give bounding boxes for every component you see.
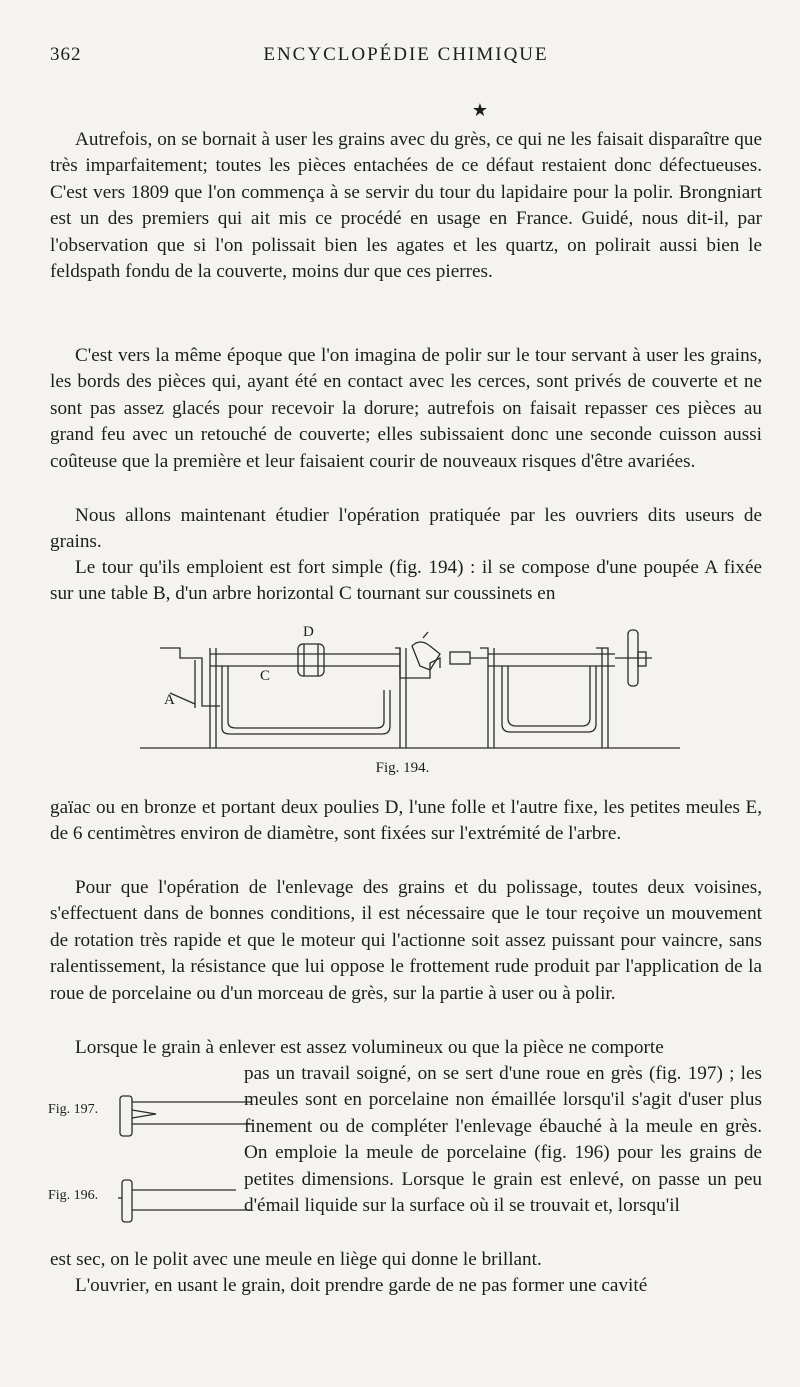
label-A: A [164, 692, 175, 708]
paragraph-6: Pour que l'opération de l'enlevage des grains et du polissage, toutes deux voisines, s'effectuent dans de bonnes conditions, il est nécessaire que le tour reçoive un mouvement de rotation très rapide et que le moteur qui l'actionne soit assez puissant pour vaincre, sans ralentissement, la résistance que lui oppose le frottement rude produit par l'application de la roue de porcelaine ou d'un morceau de grès, sur la partie à user ou à polir. [50, 877, 762, 1004]
figure-194-caption: Fig. 194. [375, 760, 430, 776]
lathe-figure-194 [140, 618, 680, 778]
figure-197-caption: Fig. 197. [48, 1102, 99, 1117]
label-C: C [260, 668, 271, 684]
figure-196 [48, 1170, 238, 1230]
paragraph-7-last-line: est sec, on le polit avec une meule en liège qui donne le brillant. [50, 1249, 542, 1270]
grindstone-wheel-drawing [116, 1090, 256, 1140]
running-title: ENCYCLOPÉDIE CHIMIQUE [263, 44, 549, 65]
paragraph-1: Autrefois, on se bornait à user les grains avec du grès, ce qui ne les faisait disparaître que très imparfaitement; toutes les pièces entachées de ce défaut restaient donc défectueuses. C'est vers 1809 que l'on commença à se servir du tour du lapidaire pour la polir. Brongniart est un des premiers qui ait mis ce procédé en usage en France. Guidé, nous dit-il, par l'observation que si l'on polissait bien les agates et les quartz, on polirait aussi bien le feldspath fondu de la couverte, moins dur que ces pierres. [50, 129, 762, 283]
figure-197 [48, 1090, 238, 1150]
paragraph-7-first-line: Lorsque le grain à enlever est assez volumineux ou que la pièce ne comporte [75, 1037, 664, 1058]
star-ornament: ★ [471, 100, 489, 120]
page-number: 362 [50, 44, 82, 65]
page-header [50, 44, 762, 70]
paragraph-4: Le tour qu'ils emploient est fort simple (fig. 194) : il se compose d'une poupée A fixée sur une table B, d'un arbre horizontal C tournant sur coussinets en [50, 557, 762, 605]
label-D: D [303, 624, 314, 640]
paragraph-5: gaïac ou en bronze et portant deux poulies D, l'une folle et l'autre fixe, les petites meules E, de 6 centimètres environ de diamètre, sont fixées sur l'extrémité de l'arbre. [50, 797, 762, 845]
figure-196-caption: Fig. 196. [48, 1188, 99, 1203]
paragraph-3: Nous allons maintenant étudier l'opération pratiquée par les ouvriers dits useurs de grains. [50, 505, 762, 553]
paragraph-7-wrapped: pas un travail soigné, on se sert d'une roue en grès (fig. 197) ; les meules sont en porcelaine non émaillée lorsqu'il s'agit d'user plus finement ou de compléter l'enlevage ébauché à la meule en grès. On emploie la meule de porcelaine (fig. 196) pour les grains de petites dimensions. Lorsque le grain est enlevé, on passe un peu d'émail liquide sur la surface où il se trouvait et, lorsqu'il [244, 1063, 762, 1217]
porcelain-wheel-drawing [116, 1170, 256, 1226]
paragraph-2: C'est vers la même époque que l'on imagina de polir sur le tour servant à user les grains, les bords des pièces qui, ayant été en contact avec les cerces, sont privés de couverte et ne sont pas assez glacés pour recevoir la dorure; autrefois on faisait repasser ces pièces au grand feu avec un retouché de couverte; elles subissaient donc une seconde cuisson aussi coûteuse que la première et leur faisaient courir de nouveaux risques d'être avariées. [50, 345, 762, 472]
paragraph-8: L'ouvrier, en usant le grain, doit prendre garde de ne pas former une cavité [75, 1275, 648, 1296]
